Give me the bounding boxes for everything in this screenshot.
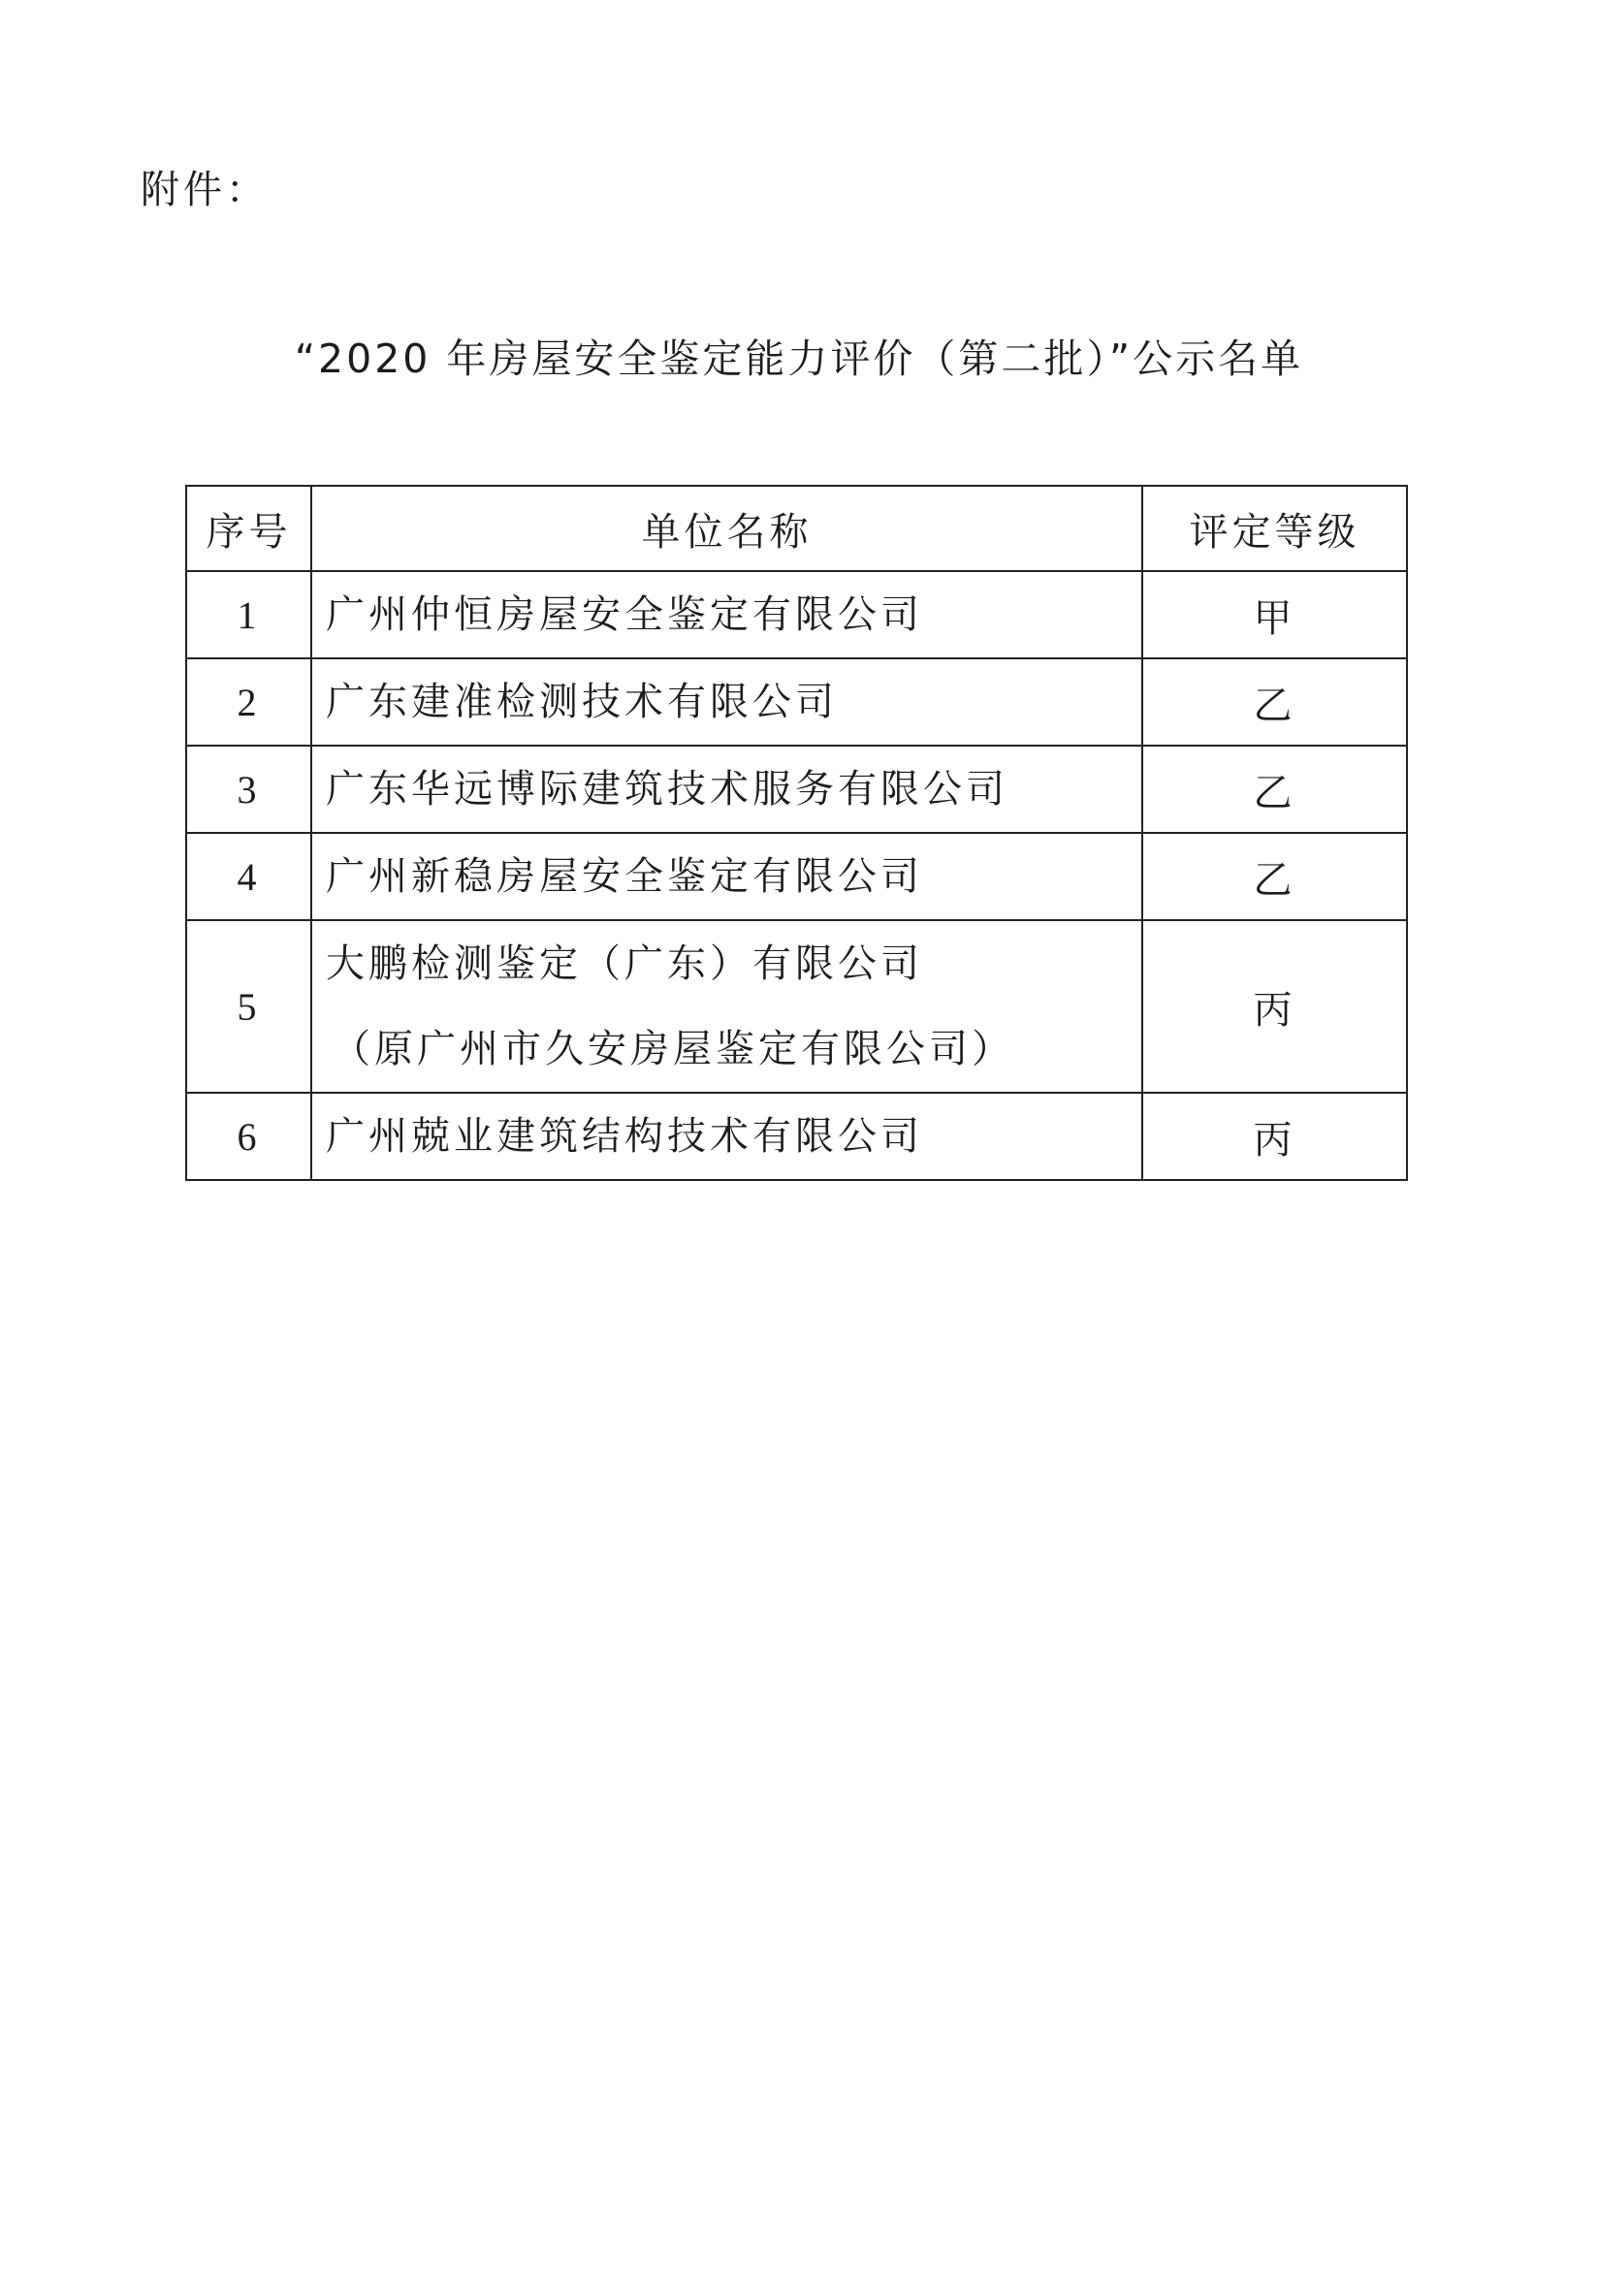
header-rating-grade: 评定等级 xyxy=(1142,486,1407,571)
publicity-list-table xyxy=(185,485,1408,1181)
row-unit-name xyxy=(311,833,1142,920)
table-row xyxy=(186,1093,1407,1180)
row-unit-name xyxy=(311,658,1142,746)
row-unit-name xyxy=(311,571,1142,658)
row-serial-number: 3 xyxy=(186,746,311,833)
row-unit-name xyxy=(311,920,1142,1093)
row-unit-name xyxy=(311,746,1142,833)
table-row xyxy=(186,658,1407,746)
unit-name-line: 广州兢业建筑结构技术有限公司 xyxy=(326,1114,923,1159)
table-row xyxy=(186,571,1407,658)
row-rating-grade: 丙 xyxy=(1142,1093,1407,1180)
row-rating-grade: 甲 xyxy=(1142,571,1407,658)
table-row xyxy=(186,746,1407,833)
row-serial-number: 1 xyxy=(186,571,311,658)
row-serial-number: 4 xyxy=(186,833,311,920)
unit-name-line: 广州仲恒房屋安全鉴定有限公司 xyxy=(326,592,923,637)
table-row xyxy=(186,833,1407,920)
header-unit-name: 单位名称 xyxy=(311,486,1142,571)
unit-name-line: 大鹏检测鉴定（广东）有限公司 xyxy=(326,941,923,986)
unit-name-line: 广东华远博际建筑技术服务有限公司 xyxy=(326,767,1008,812)
unit-name-line: 广州新稳房屋安全鉴定有限公司 xyxy=(326,854,923,899)
row-serial-number: 2 xyxy=(186,658,311,746)
attachment-label: 附件： xyxy=(141,168,269,212)
row-rating-grade: 乙 xyxy=(1142,746,1407,833)
unit-name-line: 广东建准检测技术有限公司 xyxy=(326,680,838,724)
row-serial-number: 5 xyxy=(186,920,311,1093)
unit-former-name-line: （原广州市久安房屋鉴定有限公司） xyxy=(332,1027,1014,1071)
row-rating-grade: 乙 xyxy=(1142,833,1407,920)
row-serial-number: 6 xyxy=(186,1093,311,1180)
table-header-row xyxy=(186,486,1407,571)
table-row xyxy=(186,920,1407,1093)
row-rating-grade: 乙 xyxy=(1142,658,1407,746)
row-unit-name xyxy=(311,1093,1142,1180)
row-rating-grade: 丙 xyxy=(1142,920,1407,1093)
header-serial-number: 序号 xyxy=(186,486,311,571)
document-title: “2020 年房屋安全鉴定能力评价（第二批）”公示名单 xyxy=(294,335,1304,382)
